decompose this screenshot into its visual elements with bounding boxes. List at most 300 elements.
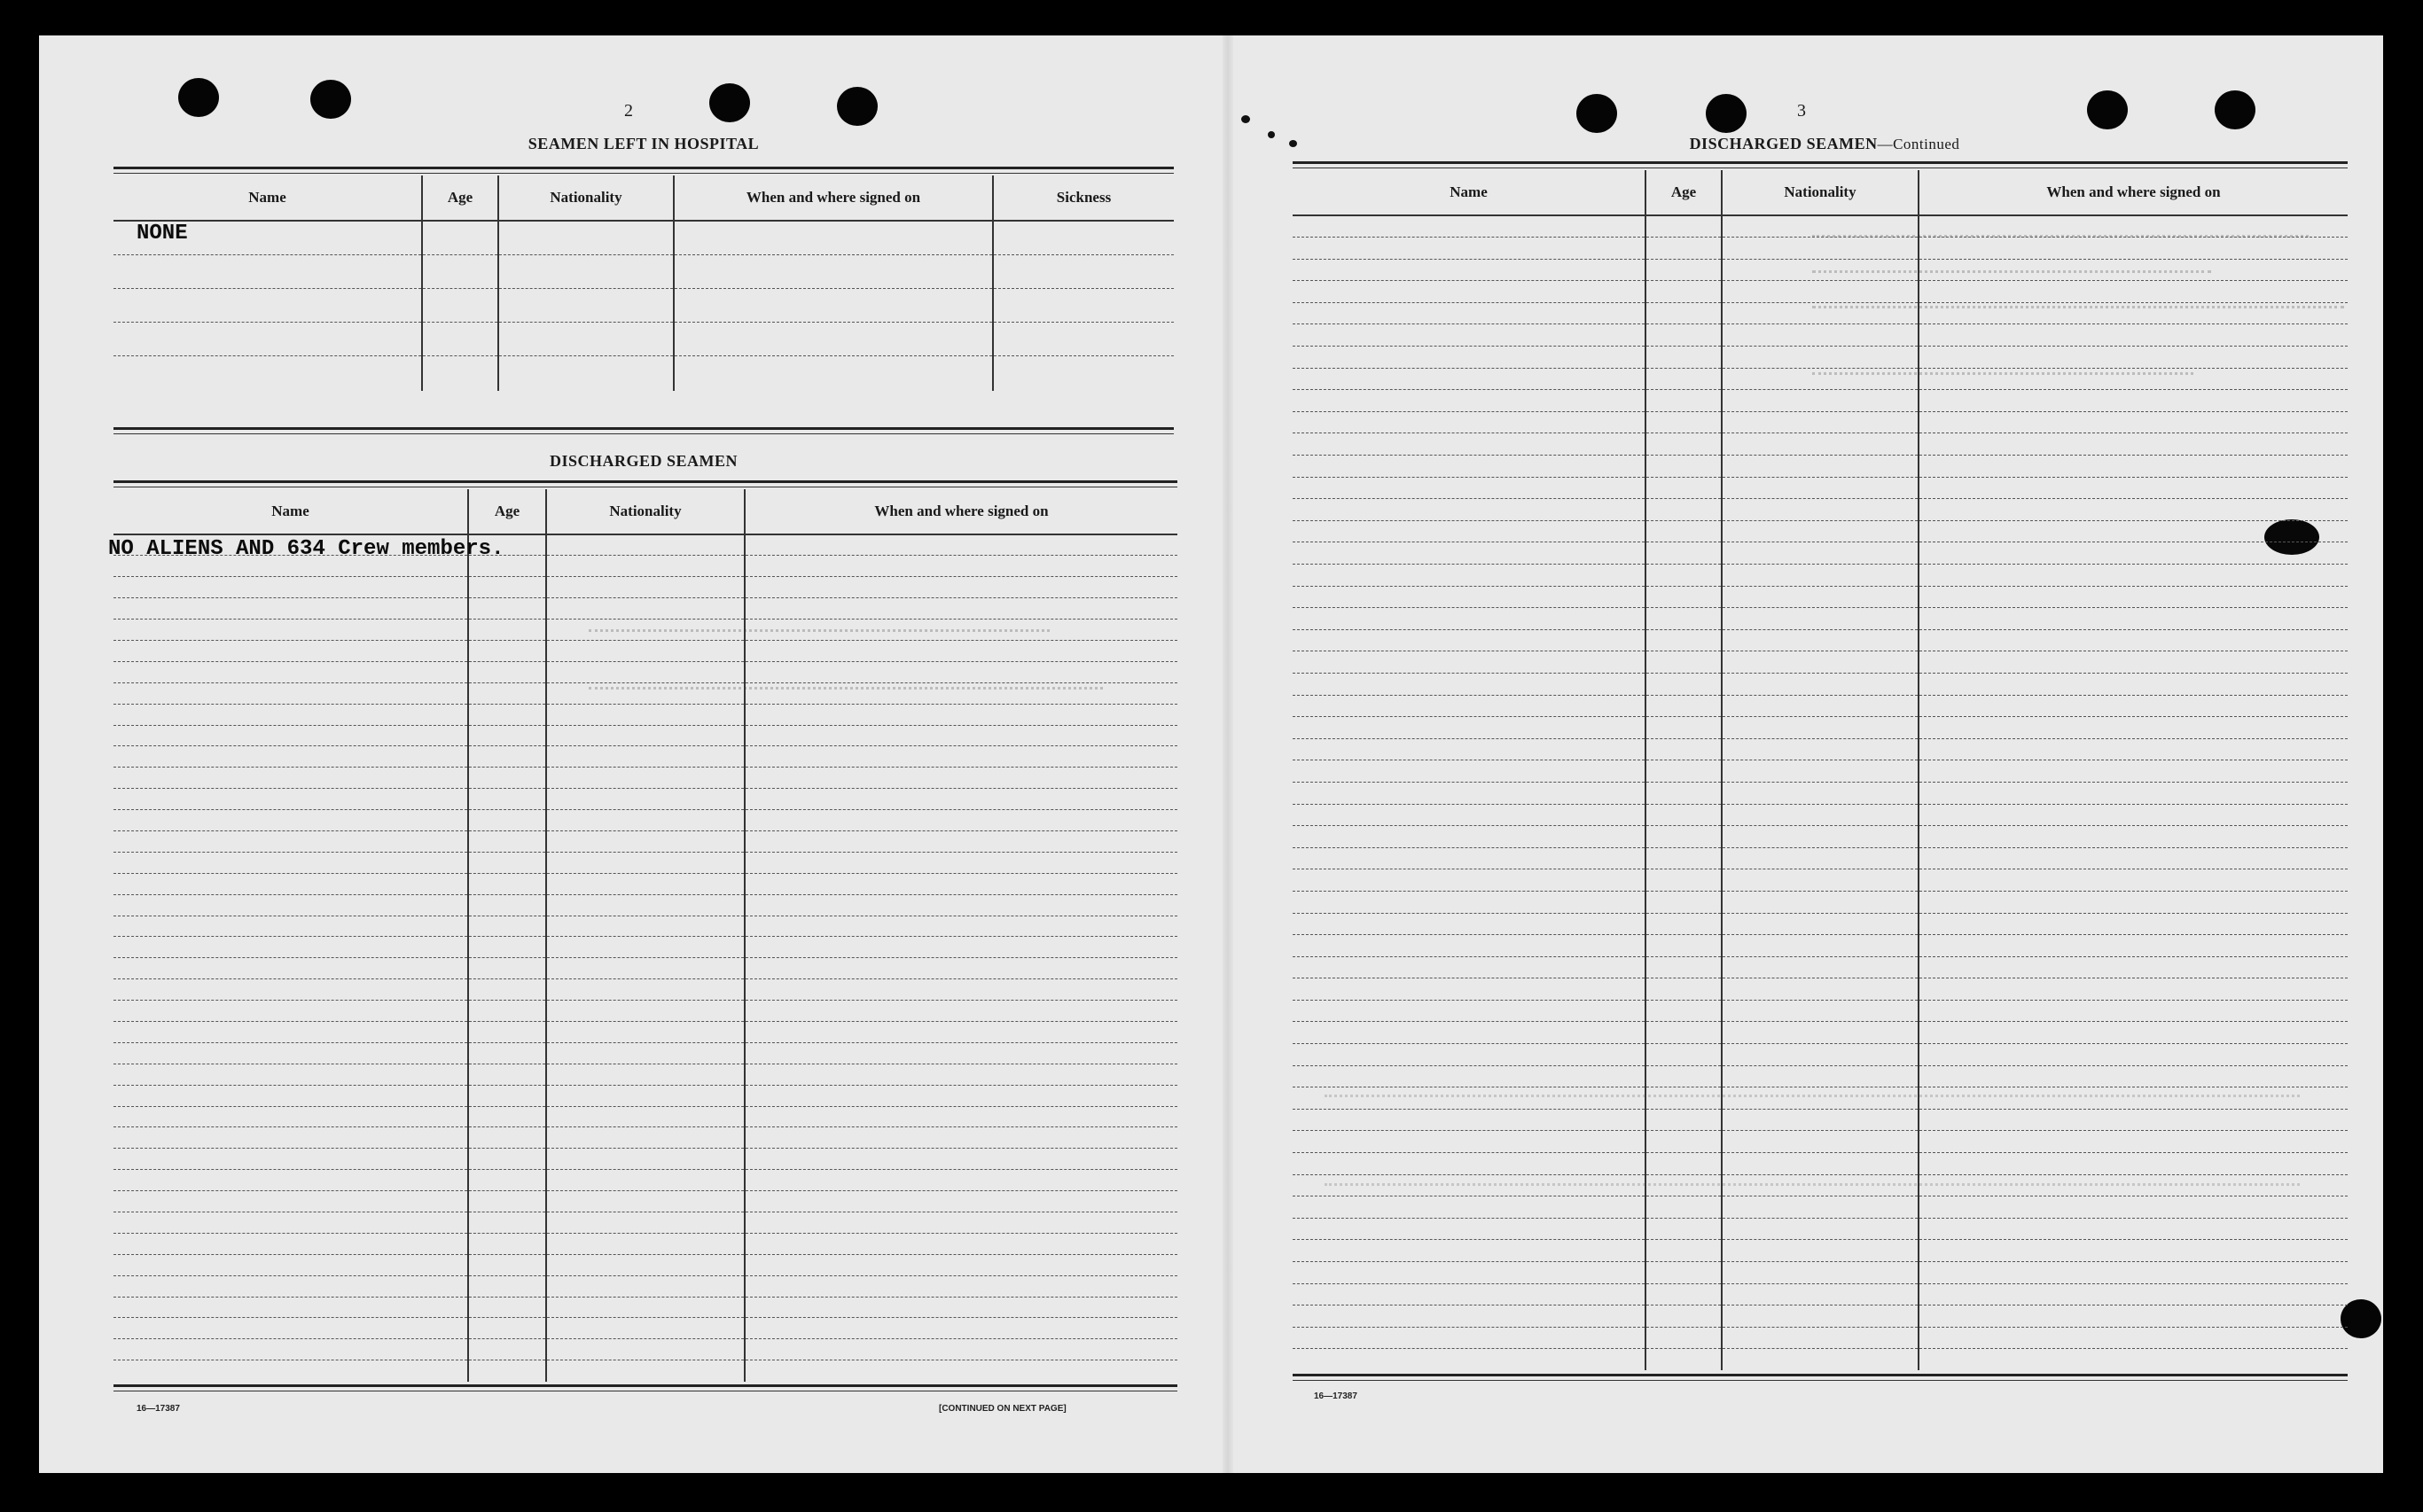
table-cell: [1293, 1044, 1645, 1066]
table-cell: [1645, 760, 1722, 783]
page-number: 3: [1797, 101, 1806, 121]
table-row: [1293, 215, 2348, 238]
table-cell: [1919, 347, 2348, 369]
col-header-age: Age: [468, 489, 546, 534]
table-cell: [1645, 347, 1722, 369]
table-cell: [422, 221, 498, 254]
discharged-rows: [113, 534, 1177, 1382]
table-row: [1293, 1218, 2348, 1240]
table-cell: [1645, 499, 1722, 521]
table-cell: [1919, 1000, 2348, 1022]
table-cell: [1645, 1349, 1722, 1371]
table-cell: [1293, 847, 1645, 869]
table-cell: [498, 221, 674, 254]
table-row: [1293, 717, 2348, 739]
table-cell: [1293, 869, 1645, 892]
table-cell: [1919, 1196, 2348, 1219]
table-cell: [468, 789, 546, 810]
table-cell: [1645, 411, 1722, 433]
table-cell: [546, 830, 745, 852]
table-cell: [546, 958, 745, 979]
table-cell: [422, 355, 498, 391]
table-cell: [745, 598, 1177, 620]
table-cell: [1645, 433, 1722, 456]
table-cell: [1645, 1196, 1722, 1219]
table-cell: [1722, 1305, 1919, 1328]
table-cell: [1919, 499, 2348, 521]
table-cell: [1645, 477, 1722, 499]
table-cell: [468, 661, 546, 682]
table-cell: [1722, 499, 1919, 521]
table-cell: [546, 598, 745, 620]
table-cell: [1293, 1283, 1645, 1305]
table-cell: [1645, 259, 1722, 281]
table-cell: [1919, 760, 2348, 783]
table-cell: [546, 1106, 745, 1127]
page-fold: [1223, 35, 1233, 1473]
table-cell: [1645, 804, 1722, 826]
table-cell: [1645, 1218, 1722, 1240]
table-cell: [1722, 565, 1919, 587]
table-row: [113, 810, 1177, 831]
table-row: [1293, 913, 2348, 935]
table-cell: [1293, 782, 1645, 804]
document-sheet: [39, 35, 2383, 1473]
table-cell: [546, 1275, 745, 1297]
table-cell: [498, 254, 674, 288]
table-row: [1293, 281, 2348, 303]
right-bottom-rule-2: [1293, 1380, 2348, 1381]
table-cell: [1645, 608, 1722, 630]
table-cell: [745, 810, 1177, 831]
table-cell: [1293, 1087, 1645, 1110]
table-cell: [113, 1191, 468, 1212]
table-cell: [1722, 324, 1919, 347]
table-cell: [546, 789, 745, 810]
table-cell: [113, 682, 468, 704]
table-cell: [1722, 1327, 1919, 1349]
table-cell: [1919, 608, 2348, 630]
table-cell: [1645, 1174, 1722, 1196]
table-row: [113, 725, 1177, 746]
table-row: [1293, 1262, 2348, 1284]
table-cell: [1645, 1000, 1722, 1022]
table-cell: [1919, 215, 2348, 238]
discharged-section-title: DISCHARGED SEAMEN: [549, 452, 739, 470]
table-cell: [113, 1042, 468, 1064]
table-cell: [1293, 804, 1645, 826]
table-cell: [113, 937, 468, 958]
table-cell: [1645, 302, 1722, 324]
table-cell: [113, 1170, 468, 1191]
table-cell: [1919, 782, 2348, 804]
table-cell: [468, 1233, 546, 1254]
table-cell: [546, 1170, 745, 1191]
table-cell: [113, 254, 422, 288]
table-cell: [113, 1127, 468, 1149]
table-cell: [468, 746, 546, 768]
table-cell: [1293, 520, 1645, 542]
right-top-rule: [1293, 161, 2348, 164]
table-cell: [1722, 1022, 1919, 1044]
table-cell: [1293, 1000, 1645, 1022]
table-row: [1293, 390, 2348, 412]
table-row: [113, 1001, 1177, 1022]
table-cell: [468, 958, 546, 979]
table-cell: [546, 894, 745, 916]
table-cell: [498, 288, 674, 322]
table-cell: [422, 322, 498, 355]
table-cell: [468, 1297, 546, 1318]
table-row: [113, 1233, 1177, 1254]
table-row: [1293, 1109, 2348, 1131]
table-row: [113, 1106, 1177, 1127]
table-cell: [1645, 978, 1722, 1001]
table-cell: [1919, 542, 2348, 565]
table-cell: [1919, 1218, 2348, 1240]
table-row: [113, 620, 1177, 641]
table-cell: [113, 958, 468, 979]
table-cell: [1722, 542, 1919, 565]
table-cell: [745, 704, 1177, 725]
table-cell: [1722, 411, 1919, 433]
col-header-nationality: Nationality: [546, 489, 745, 534]
table-cell: [468, 1191, 546, 1212]
table-cell: [1645, 565, 1722, 587]
title-suffix: —Continued: [1877, 136, 1960, 152]
table-cell: [1919, 1022, 2348, 1044]
table-cell: [113, 852, 468, 873]
table-cell: [993, 355, 1174, 391]
table-cell: [1919, 1131, 2348, 1153]
table-cell: [546, 640, 745, 661]
table-cell: [1919, 368, 2348, 390]
table-cell: [113, 1064, 468, 1085]
table-cell: [1645, 456, 1722, 478]
table-cell: [468, 1064, 546, 1085]
table-cell: [1722, 1349, 1919, 1371]
table-cell: [1722, 913, 1919, 935]
table-cell: [468, 598, 546, 620]
table-cell: [1293, 717, 1645, 739]
table-cell: [1919, 324, 2348, 347]
table-cell: [113, 1233, 468, 1254]
table-row: [113, 1021, 1177, 1042]
table-cell: [1722, 629, 1919, 651]
table-cell: [745, 873, 1177, 894]
table-cell: [745, 1318, 1177, 1339]
hospital-entry: NONE: [137, 222, 188, 246]
table-cell: [468, 640, 546, 661]
table-cell: [113, 916, 468, 937]
table-cell: [1722, 215, 1919, 238]
col-header-age: Age: [422, 175, 498, 221]
table-cell: [1919, 477, 2348, 499]
table-row: [1293, 891, 2348, 913]
table-cell: [1293, 1153, 1645, 1175]
table-cell: [1645, 1087, 1722, 1110]
table-cell: [745, 1085, 1177, 1106]
table-cell: [546, 873, 745, 894]
table-cell: [1919, 1262, 2348, 1284]
table-row: [1293, 238, 2348, 260]
table-row: [113, 1170, 1177, 1191]
table-cell: [113, 1085, 468, 1106]
table-cell: [1293, 1327, 1645, 1349]
punch-hole: [178, 78, 219, 117]
table-cell: [745, 916, 1177, 937]
table-cell: [468, 830, 546, 852]
table-cell: [1722, 1109, 1919, 1131]
table-cell: [1293, 978, 1645, 1001]
table-cell: [1919, 565, 2348, 587]
table-row: [1293, 477, 2348, 499]
table-row: [113, 852, 1177, 873]
table-cell: [546, 1127, 745, 1149]
table-cell: [745, 746, 1177, 768]
table-cell: [1293, 215, 1645, 238]
table-row: [1293, 608, 2348, 630]
table-cell: [468, 979, 546, 1001]
table-cell: [468, 937, 546, 958]
table-cell: [1722, 1218, 1919, 1240]
table-row: [113, 1339, 1177, 1360]
table-row: [1293, 1305, 2348, 1328]
table-cell: [745, 894, 1177, 916]
table-cell: [113, 620, 468, 641]
table-cell: [468, 1339, 546, 1360]
table-cell: [1293, 259, 1645, 281]
col-header-signed-on: When and where signed on: [674, 175, 993, 221]
table-cell: [1722, 673, 1919, 695]
table-cell: [546, 979, 745, 1001]
table-cell: [113, 577, 468, 598]
table-cell: [113, 661, 468, 682]
table-cell: [1722, 433, 1919, 456]
table-row: [113, 789, 1177, 810]
table-cell: [745, 1360, 1177, 1382]
table-cell: [993, 254, 1174, 288]
table-row: [113, 1254, 1177, 1275]
table-cell: [468, 725, 546, 746]
table-cell: [1293, 1349, 1645, 1371]
table-cell: [1293, 1174, 1645, 1196]
table-cell: [1293, 499, 1645, 521]
table-cell: [1293, 695, 1645, 717]
table-cell: [745, 830, 1177, 852]
table-cell: [422, 254, 498, 288]
table-cell: [1722, 782, 1919, 804]
table-cell: [546, 768, 745, 789]
table-cell: [1722, 651, 1919, 674]
table-cell: [1293, 390, 1645, 412]
table-row: [113, 661, 1177, 682]
table-cell: [1645, 869, 1722, 892]
table-cell: [546, 704, 745, 725]
table-cell: [1645, 1283, 1722, 1305]
table-cell: [1293, 608, 1645, 630]
table-cell: [1722, 1044, 1919, 1066]
table-row: [113, 1318, 1177, 1339]
table-cell: [468, 1042, 546, 1064]
right-bottom-rule: [1293, 1374, 2348, 1376]
table-cell: [468, 873, 546, 894]
table-cell: [546, 682, 745, 704]
table-cell: [113, 746, 468, 768]
table-cell: [1293, 1262, 1645, 1284]
table-row: [1293, 1196, 2348, 1219]
hospital-top-rule-2: [113, 173, 1174, 174]
table-cell: [1645, 913, 1722, 935]
title-main: DISCHARGED SEAMEN: [1689, 135, 1878, 152]
table-cell: [1293, 456, 1645, 478]
table-cell: [745, 1233, 1177, 1254]
table-row: [1293, 499, 2348, 521]
table-cell: [1919, 738, 2348, 760]
table-cell: [745, 640, 1177, 661]
table-cell: [1919, 520, 2348, 542]
punch-hole: [2215, 90, 2255, 129]
table-cell: [1293, 542, 1645, 565]
table-cell: [1645, 215, 1722, 238]
table-cell: [113, 873, 468, 894]
table-row: [113, 640, 1177, 661]
table-cell: [546, 534, 745, 556]
table-row: [1293, 1153, 2348, 1175]
table-cell: [468, 768, 546, 789]
table-cell: [113, 830, 468, 852]
table-row: [1293, 1000, 2348, 1022]
table-cell: [1722, 1065, 1919, 1087]
table-cell: [113, 1021, 468, 1042]
table-cell: [1722, 760, 1919, 783]
table-row: [1293, 651, 2348, 674]
table-cell: [1722, 302, 1919, 324]
table-cell: [468, 1360, 546, 1382]
table-row: [113, 1191, 1177, 1212]
table-cell: [1722, 347, 1919, 369]
table-row: [1293, 586, 2348, 608]
table-cell: [546, 1360, 745, 1382]
table-cell: [1722, 238, 1919, 260]
table-cell: [1645, 1109, 1722, 1131]
table-cell: [1645, 1022, 1722, 1044]
table-cell: [1919, 891, 2348, 913]
table-cell: [745, 1001, 1177, 1022]
table-row: [113, 1042, 1177, 1064]
table-cell: [113, 789, 468, 810]
table-cell: [1919, 913, 2348, 935]
table-cell: [546, 1042, 745, 1064]
table-row: [113, 1085, 1177, 1106]
table-cell: [1722, 956, 1919, 978]
table-cell: [1645, 1131, 1722, 1153]
table-cell: [1293, 1240, 1645, 1262]
table-row: [113, 1212, 1177, 1234]
table-row: [1293, 869, 2348, 892]
table-cell: [1722, 281, 1919, 303]
table-cell: [745, 556, 1177, 577]
table-cell: [546, 1191, 745, 1212]
table-cell: [468, 1318, 546, 1339]
table-cell: [468, 1149, 546, 1170]
table-cell: [1645, 956, 1722, 978]
table-cell: [993, 288, 1174, 322]
table-cell: [1722, 456, 1919, 478]
table-cell: [745, 1149, 1177, 1170]
table-cell: [1919, 259, 2348, 281]
table-cell: [1919, 1240, 2348, 1262]
table-cell: [113, 704, 468, 725]
table-cell: [1722, 1283, 1919, 1305]
table-cell: [468, 1275, 546, 1297]
table-cell: [1645, 782, 1722, 804]
table-row: [1293, 695, 2348, 717]
table-row: [1293, 1131, 2348, 1153]
table-cell: [468, 894, 546, 916]
table-row: [1293, 1065, 2348, 1087]
table-cell: [1293, 433, 1645, 456]
table-cell: [1645, 1262, 1722, 1284]
table-row: [1293, 804, 2348, 826]
table-cell: [1293, 1218, 1645, 1240]
table-cell: [1293, 324, 1645, 347]
discharged-table-right: [1293, 170, 2348, 1370]
table-cell: [1919, 717, 2348, 739]
table-cell: [1919, 695, 2348, 717]
table-cell: [674, 221, 993, 254]
discharged-top-rule: [113, 480, 1177, 483]
table-cell: [1919, 826, 2348, 848]
table-cell: [1293, 673, 1645, 695]
table-cell: [1293, 1022, 1645, 1044]
table-row: [113, 768, 1177, 789]
table-cell: [1722, 477, 1919, 499]
table-cell: [745, 1275, 1177, 1297]
table-cell: [745, 789, 1177, 810]
table-cell: [113, 894, 468, 916]
table-cell: [546, 620, 745, 641]
table-cell: [113, 1001, 468, 1022]
table-cell: [1645, 673, 1722, 695]
col-header-signed-on: When and where signed on: [745, 489, 1177, 534]
table-cell: [1919, 629, 2348, 651]
table-cell: [1722, 847, 1919, 869]
table-row: [1293, 368, 2348, 390]
table-cell: [468, 852, 546, 873]
table-cell: [1645, 520, 1722, 542]
table-cell: [113, 1339, 468, 1360]
table-cell: [1293, 281, 1645, 303]
table-row: [1293, 1174, 2348, 1196]
table-row: [1293, 956, 2348, 978]
discharged-rows: [1293, 215, 2348, 1370]
table-cell: [546, 1254, 745, 1275]
punch-hole: [310, 80, 351, 119]
table-row: [113, 1275, 1177, 1297]
table-cell: [1645, 1240, 1722, 1262]
table-cell: [546, 1001, 745, 1022]
table-row: [1293, 1349, 2348, 1371]
hospital-table: [113, 175, 1174, 391]
table-cell: [468, 1212, 546, 1234]
table-cell: [1919, 586, 2348, 608]
table-cell: [1919, 869, 2348, 892]
table-cell: [1645, 738, 1722, 760]
table-cell: [1919, 978, 2348, 1001]
discharged-bottom-rule: [113, 1384, 1177, 1387]
table-cell: [113, 768, 468, 789]
